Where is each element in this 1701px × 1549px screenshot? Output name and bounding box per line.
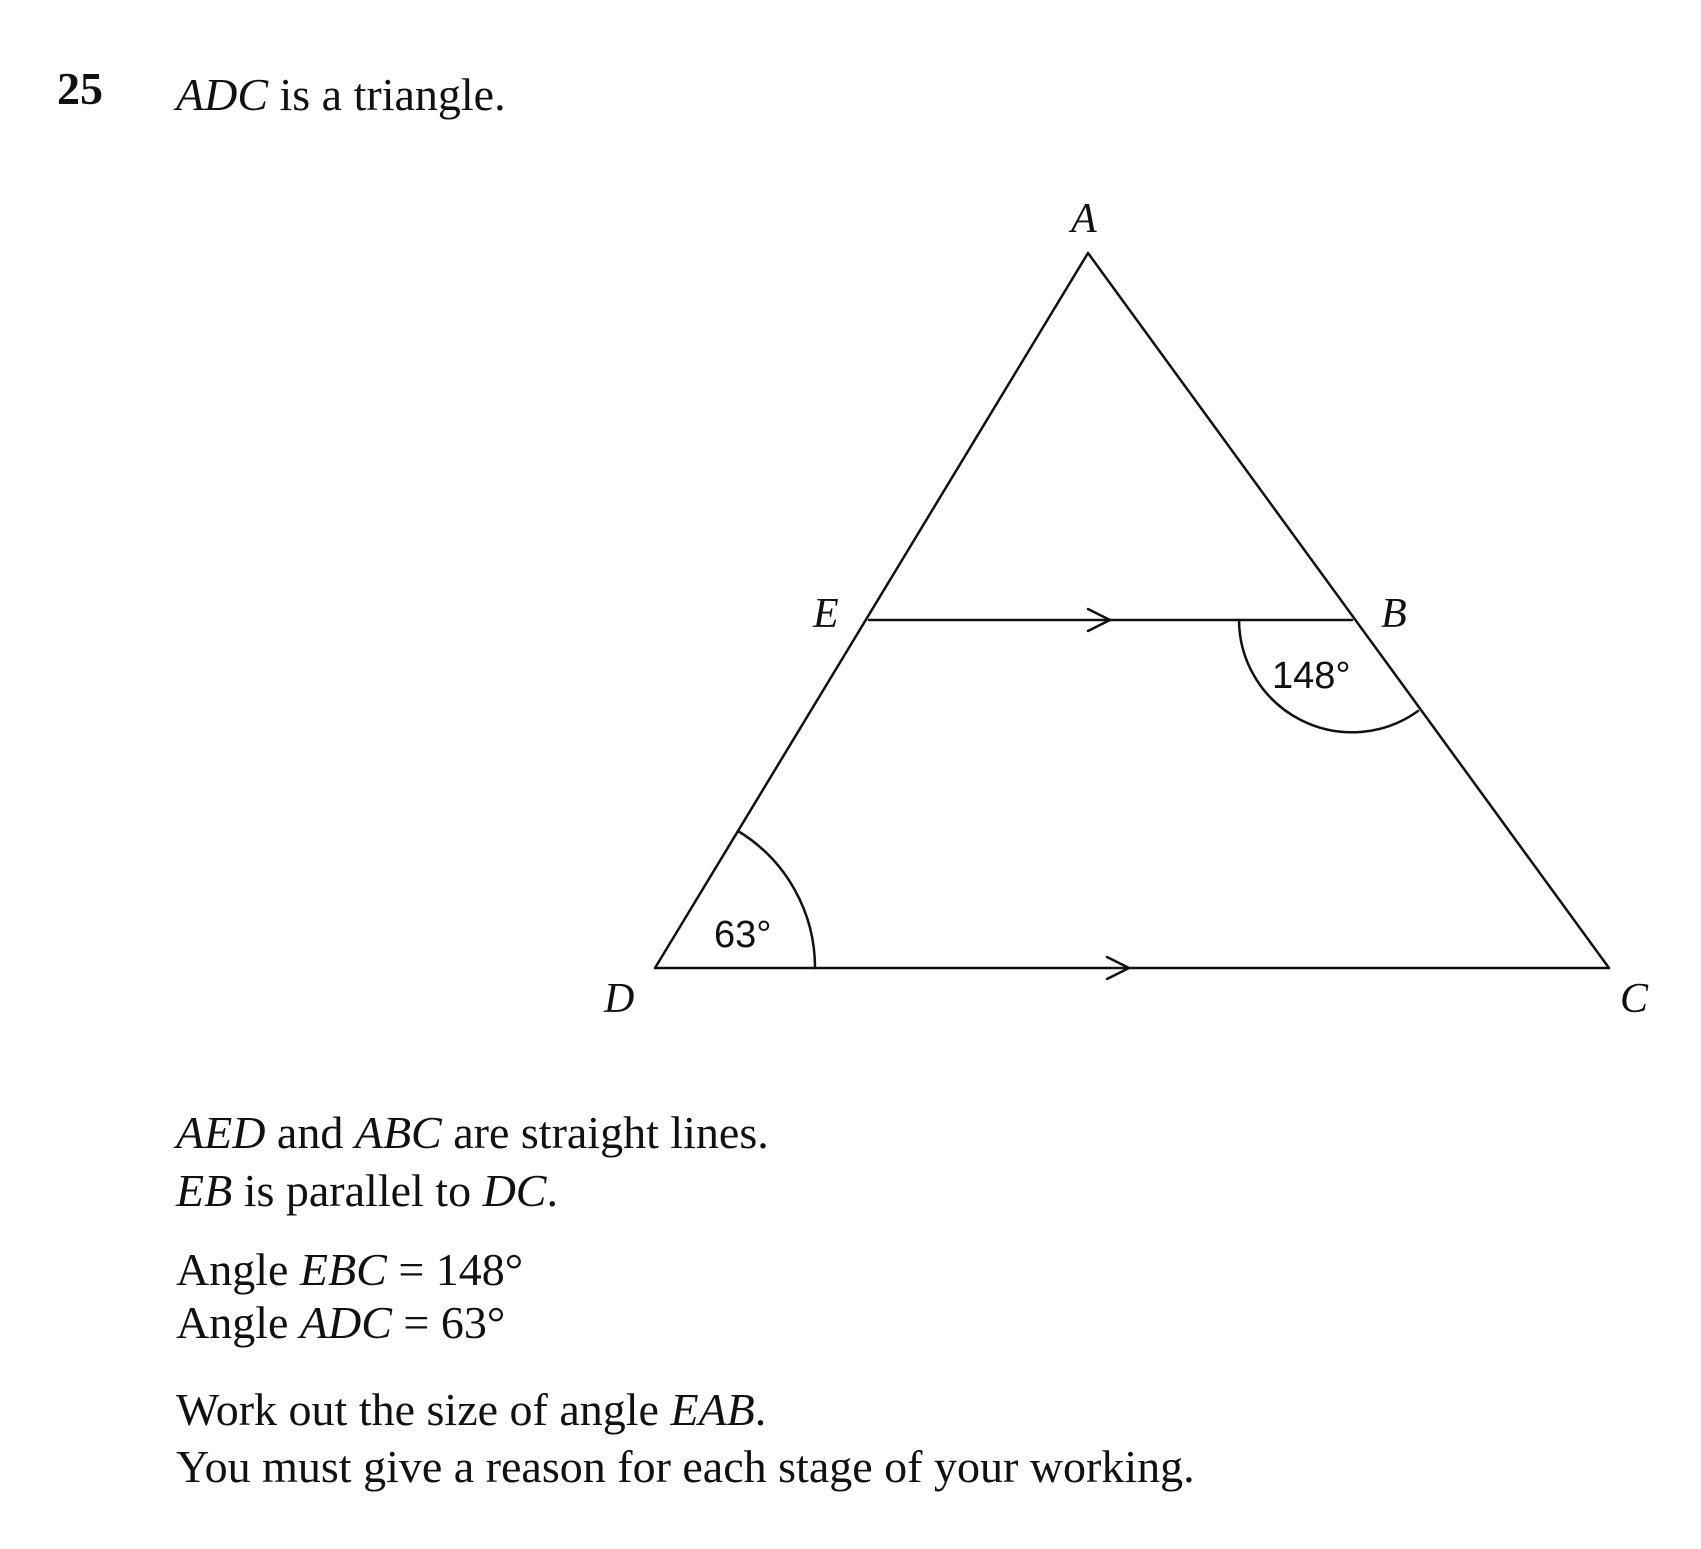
triangle-name: ADC <box>176 69 268 120</box>
parallel-statement <box>176 1165 558 1216</box>
task-angle-name: EAB <box>670 1384 755 1435</box>
given-angle-ADC <box>176 1297 506 1348</box>
task-text: Work out the size of angle <box>176 1384 671 1435</box>
task-line-2: You must give a reason for each stage of your working. <box>176 1441 1195 1492</box>
given-value: = 63° <box>391 1297 506 1348</box>
label-D: D <box>604 976 635 1022</box>
line-AED: AED <box>176 1107 266 1158</box>
angle-label-EBC: 148° <box>1272 655 1351 697</box>
given-name: EBC <box>299 1244 387 1295</box>
segment-DC-name: DC <box>482 1165 547 1216</box>
task-end: . <box>754 1384 767 1435</box>
given-value: = 148° <box>386 1244 524 1295</box>
straight-lines-text: are straight lines. <box>441 1107 769 1158</box>
label-C: C <box>1620 976 1649 1022</box>
parallel-text: is parallel to <box>232 1165 483 1216</box>
question-number: 25 <box>57 63 103 114</box>
angle-label-ADC: 63° <box>714 914 772 956</box>
segment-EB-name: EB <box>176 1165 233 1216</box>
task-line-1 <box>176 1384 767 1435</box>
given-angle-EBC <box>176 1244 524 1295</box>
given-name: ADC <box>299 1297 392 1348</box>
label-B: B <box>1381 591 1407 637</box>
line-ABC: ABC <box>354 1107 442 1158</box>
side-AC <box>1088 253 1609 968</box>
intro-text: is a triangle. <box>268 69 506 120</box>
parallel-end: . <box>546 1165 558 1216</box>
label-E: E <box>813 591 839 637</box>
given-prefix: Angle <box>176 1297 300 1348</box>
and-word: and <box>265 1107 355 1158</box>
label-A: A <box>1071 196 1097 242</box>
given-prefix: Angle <box>176 1244 300 1295</box>
side-AD <box>655 253 1088 968</box>
straight-lines-statement <box>176 1107 769 1158</box>
